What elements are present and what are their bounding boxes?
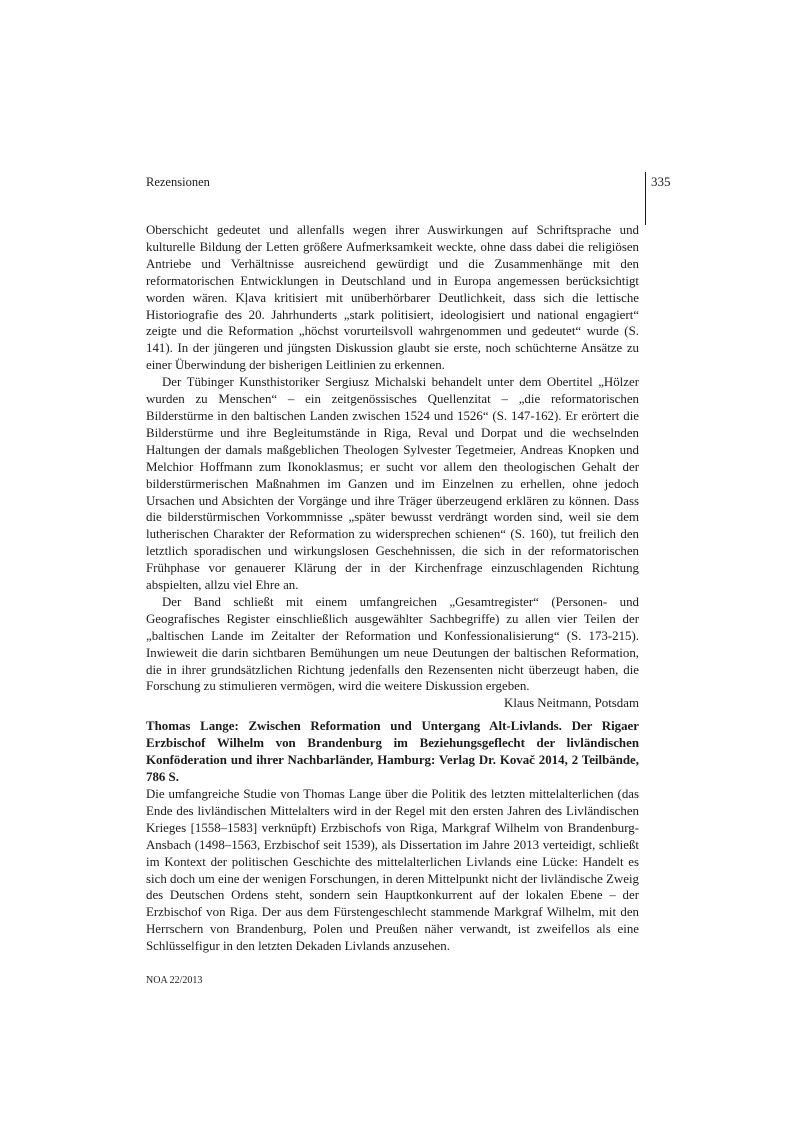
paragraph: Der Band schließt mit einem umfangreichen „Gesamtregister“ (Personen- und Geografisches Register einschließlich ausgewählter Sachbegriffe) zu allen vier Teilen der „baltischen Lande im Zeitalter der Reformation und Konfessionalisierung“ (S. 173-215). Inwieweit die darin sichtbaren Bemühungen um neue Deutungen der baltischen Reformation, die in ihrer grundsätzlichen Richtung jedenfalls den Rezensenten nicht überzeugt haben, die Forschung zu stimulieren vermögen, wird die weitere Diskussion ergeben.: [146, 594, 639, 694]
journal-footer: NOA 22/2013: [146, 975, 203, 986]
review-2-body: [146, 786, 639, 955]
paragraph: Der Tübinger Kunsthistoriker Sergiusz Michalski behandelt unter dem Obertitel „Hölzer wurden zu Menschen“ – ein zeitgenössisches Quellenzitat – „die reformatorischen Bilderstürme in den baltischen Landen zwischen 1524 und 1526“ (S. 147-162). Er erörtert die Bilderstürme und ihre Begleitumstände in Riga, Reval und Dorpat und die wechselnden Haltungen der damals maßgeblichen Theologen Sylvester Tegetmeier, Andreas Knopken und Melchior Hoffmann zum Ikonoklasmus; er sucht vor allem den theologischen Gehalt der bilderstürmerischen Maßnahmen im Ganzen und im Einzelnen zu erhellen, ohne jedoch Ursachen und Absichten der Vorgänge und ihre Träger überzeugend erklären zu können. Dass die bilderstürmischen Vorkommnisse „später bewusst verdrängt worden sind, weil sie dem lutherischen Charakter der Reformation zu widersprechen schienen“ (S. 160), tut freilich den letztlich sporadischen und wirkungslosen Geschehnissen, die sich in der reformatorischen Frühphase vor genauerer Klärung der in der Kirchenfrage einzuschlagenden Richtung abspielten, allzu viel Ehre an.: [146, 375, 639, 593]
running-header: Rezensionen: [146, 175, 210, 189]
header-divider: [645, 172, 646, 225]
paragraph: Die umfangreiche Studie von Thomas Lange über die Politik des letzten mittelalterlichen (das Ende des livländischen Mittelalters wird in der Regel mit den ersten Jahren des Livländischen Krieges [1558–1583] verknüpft) Erzbischofs von Riga, Markgraf Wilhelm von Brandenburg-Ansbach (1498–1563, Erzbischof seit 1539), als Dissertation im Jahre 2013 verteidigt, schließt im Kontext der politischen Geschichte des mittelalterlichen Livlands eine Lücke: Handelt es sich doch um eine der wenigen Forschungen, in deren Mittelpunkt nicht der livländische Zweig des Deutschen Ordens steht, sondern sein Hauptkonkurrent auf der lokalen Ebene – der Erzbischof von Riga. Der aus dem Fürstengeschlecht stammende Markgraf Wilhelm, mit den Herrschern von Brandenburg, Polen und Preußen näher verwandt, ist zweifellos als eine Schlüsselfigur in den letzten Dekaden Livlands anzusehen.: [146, 787, 639, 954]
review-1-body: [146, 222, 639, 712]
review-2-title: Thomas Lange: Zwischen Reformation und Untergang Alt-Livlands. Der Rigaer Erzbischof Wilhelm von Brandenburg im Beziehungsgeflecht der livländischen Konföderation und ihrer Nachbarländer, Hamburg: Verlag Dr. Kovač 2014, 2 Teilbände, 786 S.: [146, 719, 639, 784]
reviewer-signature: Klaus Neitmann, Potsdam: [504, 696, 639, 711]
paragraph: Oberschicht gedeutet und allenfalls wegen ihrer Auswirkungen auf Schriftsprache und kulturelle Bildung der Letten größere Aufmerksamkeit weckte, ohne dass dabei die religiösen Antriebe und Verhältnisse ausreichend gewürdigt und die Zusammenhänge mit den reformatorischen Entwicklungen in Deutschland und in Europa angemessen berücksichtigt worden wären. Kļava kritisiert mit unüberhörbarer Deutlichkeit, dass sich die lettische Historiografie des 20. Jahrhunderts „stark politisiert, ideologisiert und national engagiert“ zeigte und die Reformation „höchst vorurteilsvoll wahrgenommen und gedeutet“ wurde (S. 141). In der jüngeren und jüngsten Diskussion glaubt sie erste, noch schüchterne Ansätze zu einer Überwindung der bisherigen Leitlinien zu erkennen.: [146, 223, 639, 373]
page-number: 335: [651, 174, 671, 189]
